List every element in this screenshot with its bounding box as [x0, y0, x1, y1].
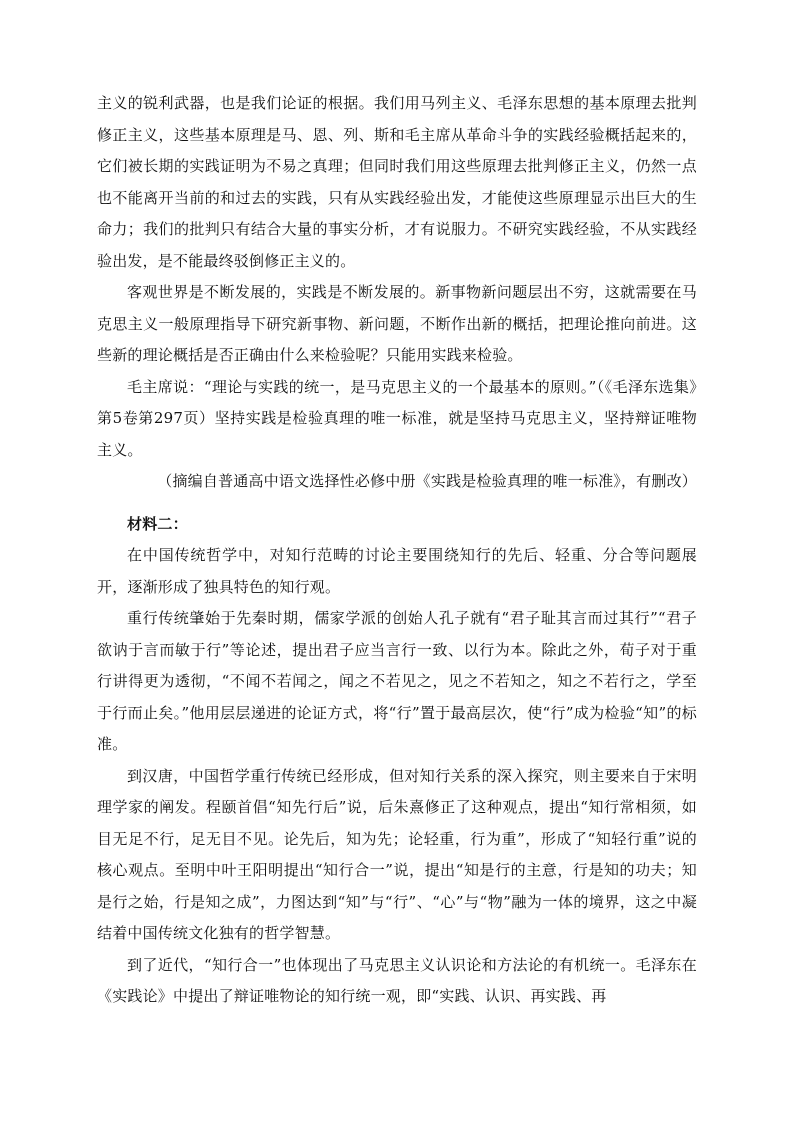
paragraph-song-ming-theory: 到汉唐，中国哲学重行传统已经形成，但对知行关系的深入探究，则主要来自于宋明理学家的阐发。程颐首倡“知先行后”说，后朱熹修正了这种观点，提出“知行常相须，如目无足不行，足无目不见。论先后，知为先；论轻重，行为重”，形成了“知轻行重”说的核心观点。至明中叶王阳明提出“知行合一”说，提出“知是行的主意，行是知的功夫；知是行之始，行是知之成”，力图达到“知”与“行”、“心”与“物”融为一体的境界，这之中凝结着中国传统文化独有的哲学智慧。	[97, 766, 697, 942]
paragraph-practice-development: 客观世界是不断发展的，实践是不断发展的。新事物新问题层出不穷，这就需要在马克思主义一般原理指导下研究新事物、新问题，不断作出新的概括，把理论推向前进。这些新的理论概括是否正确由什么来检验呢？只能用实践来检验。	[97, 283, 697, 364]
paragraph-zhixing-view: 在中国传统哲学中，对知行范畴的讨论主要围绕知行的先后、轻重、分合等问题展开，逐渐形成了独具特色的知行观。	[97, 546, 697, 596]
paragraph-zhongxing-tradition: 重行传统肇始于先秦时期，儒家学派的创始人孔子就有“君子耻其言而过其行”“君子欲讷于言而敏于行”等论述，提出君子应当言行一致、以行为本。除此之外，荀子对于重行讲得更为透彻，“不闻不若闻之，闻之不若见之，见之不若知之，知之不若行之，学至于行而止矣。”他用层层递进的论证方式，将“行”置于最高层次，使“行”成为检验“知”的标准。	[97, 609, 697, 753]
document-content	[97, 88, 697, 1013]
source-note: （摘编自普通高中语文选择性必修中册《实践是检验真理的唯一标准》，有删改）	[157, 472, 697, 490]
paragraph-mao-quote: 毛主席说：“理论与实践的统一，是马克思主义的一个最基本的原则。”（《毛泽东选集》第5卷第297页）坚持实践是检验真理的唯一标准，就是坚持马克思主义，坚持辩证唯物主义。	[97, 377, 697, 459]
paragraph-modern-unity: 到了近代，“知行合一”也体现出了马克思主义认识论和方法论的有机统一。毛泽东在《实践论》中提出了辩证唯物论的知行统一观，即“实践、认识、再实践、再	[97, 955, 697, 1005]
section-title: 材料二：	[127, 514, 188, 533]
paragraph-continuation: 主义的锐利武器，也是我们论证的根据。我们用马列主义、毛泽东思想的基本原理去批判修正主义，这些基本原理是马、恩、列、斯和毛主席从革命斗争的实践经验概括起来的，它们被长期的实践证明为不易之真理；但同时我们用这些原理去批判修正主义，仍然一点也不能离开当前的和过去的实践，只有从实践经验出发，才能使这些原理显示出巨大的生命力；我们的批判只有结合大量的事实分析，才有说服力。不研究实践经验，不从实践经验出发，是不能最终驳倒修正主义的。	[97, 94, 697, 270]
